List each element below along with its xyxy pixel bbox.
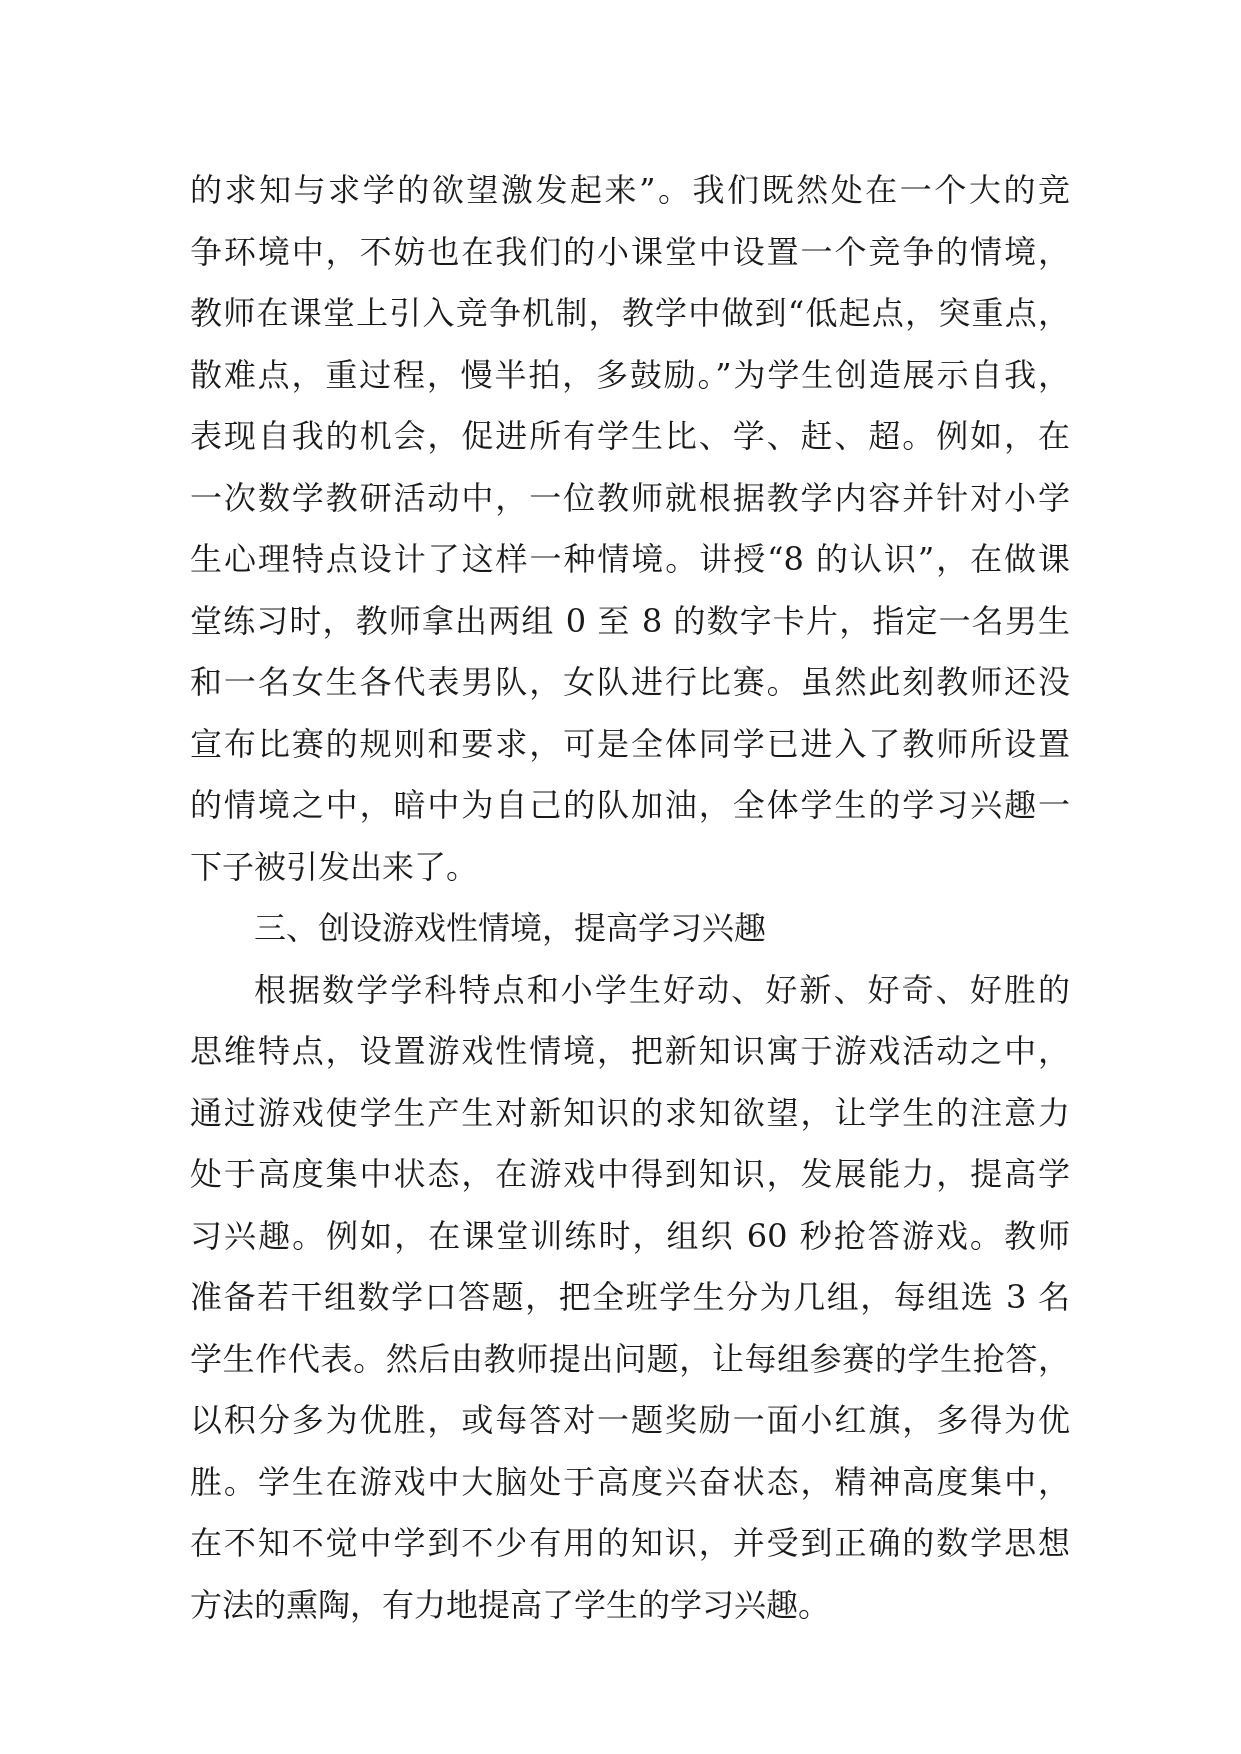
paragraph-line: 处于高度集中状态，在游戏中得到知识，发展能力，提高学 [190,1155,1070,1193]
paragraph-line: 争环境中，不妨也在我们的小课堂中设置一个竞争的情境， [190,232,1070,271]
paragraph-line: 准备若干组数学口答题，把全班学生分为几组，每组选 3 名 [190,1278,1070,1316]
paragraph-line: 的情境之中，暗中为自己的队加油，全体学生的学习兴趣一 [190,786,1070,824]
document-body [190,160,1070,1636]
paragraph-line: 下子被引发出来了。 [190,847,479,886]
paragraph-line: 和一名女生各代表男队，女队进行比赛。虽然此刻教师还没 [190,663,1070,701]
paragraph-line: 思维特点，设置游戏性情境，把新知识寓于游戏活动之中， [190,1032,1070,1070]
paragraph-line: 方法的熏陶，有力地提高了学生的学习兴趣。 [190,1585,831,1624]
paragraph-line: 宣布比赛的规则和要求，可是全体同学已进入了教师所设置 [190,724,1070,763]
section-heading: 三、创设游戏性情境，提高学习兴趣 [254,909,767,947]
paragraph-line: 在不知不觉中学到不少有用的知识，并受到正确的数学思想 [190,1524,1070,1562]
paragraph-line: 习兴趣。例如，在课堂训练时，组织 60 秒抢答游戏。教师 [190,1216,1070,1255]
paragraph-line: 表现自我的机会，促进所有学生比、学、赶、超。例如，在 [190,417,1070,455]
paragraph-line: 一次数学教研活动中，一位教师就根据教学内容并针对小学 [190,478,1070,517]
paragraph-line: 以积分多为优胜，或每答对一题奖励一面小红旗，多得为优 [190,1401,1070,1439]
paragraph-line: 教师在课堂上引入竞争机制，教学中做到“低起点，突重点， [190,294,1070,332]
paragraph-line: 学生作代表。然后由教师提出问题，让每组参赛的学生抢答， [190,1339,1070,1378]
paragraph-line: 生心理特点设计了这样一种情境。讲授“8 的认识”，在做课 [190,540,1070,578]
paragraph-line: 的求知与求学的欲望激发起来”。我们既然处在一个大的竞 [190,171,1070,209]
paragraph-line: 堂练习时，教师拿出两组 0 至 8 的数字卡片，指定一名男生 [190,601,1070,640]
paragraph-line: 散难点，重过程，慢半拍，多鼓励。”为学生创造展示自我， [190,355,1070,394]
paragraph-line: 通过游戏使学生产生对新知识的求知欲望，让学生的注意力 [190,1093,1070,1132]
paragraph-line: 根据数学学科特点和小学生好动、好新、好奇、好胜的 [254,970,1070,1009]
paragraph-line: 胜。学生在游戏中大脑处于高度兴奋状态，精神高度集中， [190,1462,1070,1501]
